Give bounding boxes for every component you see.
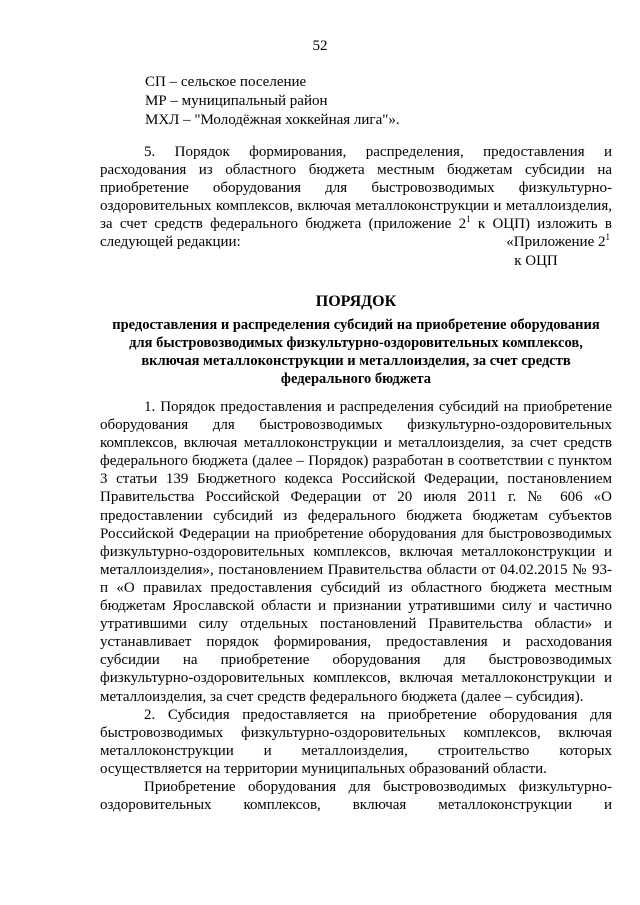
appendix-reference (506, 233, 610, 271)
paragraph-3: Приобретение оборудования для быстровозводимых физкультурно-оздоровительных комплексов, включая металлоконструкции и (100, 778, 612, 814)
item5-superscript: 1 (466, 214, 471, 224)
procedure-heading (100, 292, 612, 388)
paragraph-1: 1. Порядок предоставления и распределения субсидий на приобретение оборудования для быстровозводимых физкультурно-оздоровительных комплексов, включая металлоконструкции и металлоизделия, за счет средств федерального бюджета (далее – Порядок) разработан в соответствии с пунктом 3 статьи 139 Бюджетного кодекса Российской Федерации, постановлением Правительства Российской Федерации от 20 июля 2011 г. № 606 «О предоставлении субсидий из федерального бюджета бюджетам субъектов Российской Федерации на приобретение оборудования для быстровозводимых физкультурно-оздоровительных комплексов, включая металлоконструкции и металлоизделия», постановлением Правительства области от 04.02.2015 № 93-п «О правилах предоставления субсидий из областного бюджета местным бюджетам Ярославской области и признании утратившими силу и частично утратившими силу отдельных постановлений Правительства области» и устанавливает порядок формирования, предоставления и расходования субсидии на приобретение оборудования для быстровозводимых физкультурно-оздоровительных комплексов, включая металлоконструкции и металлоизделия, за счет средств федерального бюджета (далее – субсидия). (100, 399, 612, 705)
abbreviation-list (145, 73, 400, 130)
abbreviation-line: СП – сельское поселение (145, 74, 307, 90)
appendix-superscript: 1 (605, 232, 610, 242)
abbreviation-line: МР – муниципальный район (145, 93, 328, 109)
page-number: 52 (312, 38, 328, 54)
appendix-label: «Приложение 2 (506, 234, 606, 250)
appendix-target: к ОЦП (514, 253, 558, 269)
paragraph-2: 2. Субсидия предоставляется на приобретение оборудования для быстровозводимых физкультурно-оздоровительных комплексов, включая металлоконструкции и металлоизделия, строительство которых осуществляется на территории муниципальных образований области. (100, 706, 612, 777)
heading-title: ПОРЯДОК (315, 293, 397, 310)
procedure-body (100, 398, 612, 814)
item5-text: 5. Порядок формирования, распределения, предоставления и расходования из областного бюджета местным бюджетам субсидии на приобретение оборудования для быстровозводимых физкультурно-оздоровительных комплексов, включая металлоконструкции и металлоизделия, за счет средств федерального бюджета (приложение 2 (100, 144, 612, 232)
item5-text-end: к ОЦП) изложить в следующей редакции: (100, 216, 612, 250)
heading-subtitle: предоставления и распределения субсидий на приобретение оборудования для быстровозводимых физкультурно-оздоровительных комплексов, включая металлоконструкции и металлоизделия, за счет средств федерального бюджета (112, 317, 600, 387)
abbreviation-line: МХЛ – "Молодёжная хоккейная лига"». (145, 112, 400, 128)
